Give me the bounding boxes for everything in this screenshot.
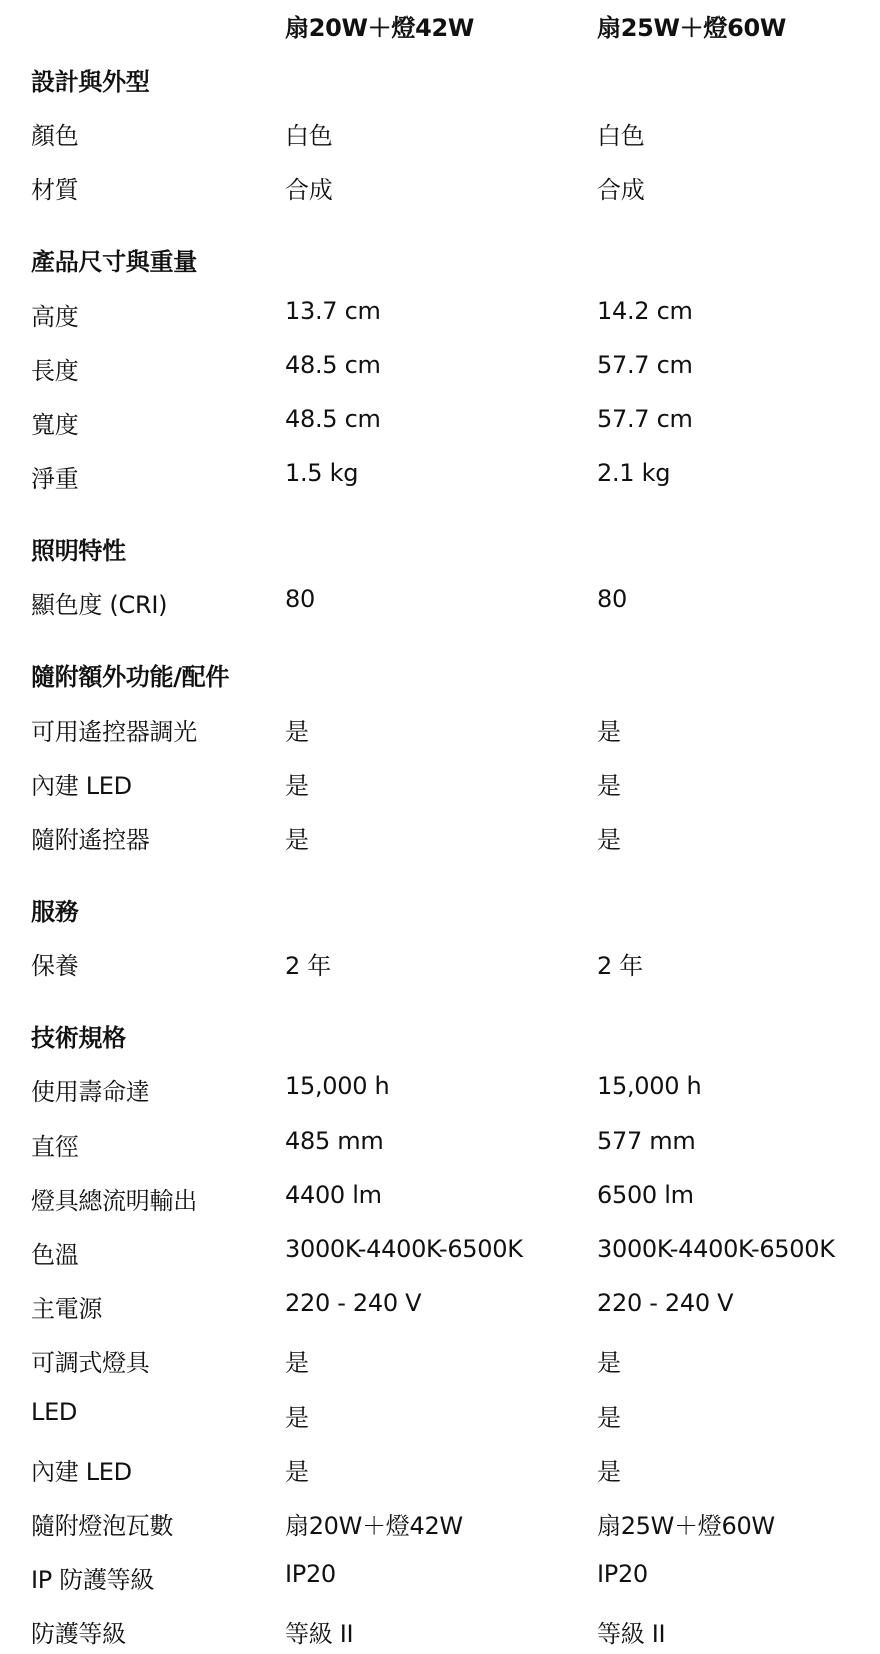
spec-value-model-1: 48.5 cm	[285, 405, 381, 433]
spec-row	[0, 1127, 880, 1167]
spec-row	[0, 946, 880, 986]
spec-value-model-1: 白色	[285, 122, 333, 151]
spec-value-model-1: 3000K-4400K-6500K	[285, 1235, 523, 1263]
spec-value-model-1: 1.5 kg	[285, 459, 359, 488]
spec-value-model-2: 是	[597, 1457, 621, 1486]
spec-value-model-2: 6500 lm	[597, 1180, 694, 1209]
spec-label: 可調式燈具	[31, 1349, 150, 1378]
spec-value-model-1: 48.5 cm	[285, 350, 381, 379]
spec-value-model-1: 是	[285, 771, 309, 800]
spec-value-model-2: 15,000 h	[597, 1072, 702, 1101]
spec-row	[0, 1343, 880, 1383]
spec-label: 保養	[31, 952, 79, 981]
spec-label: 內建 LED	[31, 1457, 132, 1486]
spec-row	[0, 712, 880, 752]
section-title: 技術規格	[31, 1024, 126, 1053]
section-title: 隨附額外功能/配件	[31, 663, 230, 692]
spec-row	[0, 1452, 880, 1492]
spec-label: LED	[31, 1397, 78, 1426]
spec-value-model-2: 扇25W＋燈60W	[597, 1512, 775, 1540]
spec-row	[0, 116, 880, 156]
spec-value-model-2: 等級 II	[597, 1620, 666, 1649]
spec-value-model-2: 220 - 240 V	[597, 1289, 734, 1318]
spec-label: 材質	[31, 176, 79, 205]
spec-value-model-1: 扇20W＋燈42W	[285, 1512, 463, 1540]
spec-label: 色溫	[31, 1241, 79, 1269]
spec-value-model-1: 合成	[285, 176, 333, 205]
spec-row	[0, 1614, 880, 1654]
spec-label: 可用遙控器調光	[31, 717, 197, 746]
spec-row	[0, 766, 880, 806]
spec-value-model-2: 合成	[597, 176, 645, 205]
spec-value-model-1: 4400 lm	[285, 1180, 382, 1209]
spec-value-model-1: 等級 II	[285, 1620, 354, 1649]
spec-value-model-1: IP20	[285, 1560, 336, 1589]
spec-row	[0, 405, 880, 445]
spec-row	[0, 459, 880, 499]
spec-label: 燈具總流明輸出	[31, 1186, 197, 1215]
spec-label: 隨附燈泡瓦數	[31, 1512, 174, 1540]
section-title: 照明特性	[31, 537, 126, 566]
section-title: 服務	[31, 898, 79, 926]
spec-value-model-2: IP20	[597, 1560, 648, 1589]
spec-value-model-2: 是	[597, 771, 621, 800]
spec-row	[0, 1072, 880, 1112]
spec-label: 內建 LED	[31, 771, 132, 800]
spec-value-model-2: 是	[597, 1349, 621, 1378]
spec-row	[0, 1181, 880, 1221]
spec-value-model-1: 13.7 cm	[285, 296, 381, 325]
spec-value-model-2: 2 年	[597, 952, 643, 981]
spec-value-model-1: 是	[285, 717, 309, 746]
section-title: 產品尺寸與重量	[31, 248, 197, 277]
spec-label: 使用壽命達	[31, 1078, 150, 1107]
spec-label: 顏色	[31, 122, 79, 151]
spec-row	[0, 1560, 880, 1600]
spec-value-model-2: 白色	[597, 122, 645, 151]
spec-value-model-2: 3000K-4400K-6500K	[597, 1235, 835, 1263]
spec-row	[0, 297, 880, 337]
spec-value-model-1: 是	[285, 1349, 309, 1378]
spec-value-model-1: 是	[285, 826, 309, 854]
column-header-row	[0, 0, 880, 50]
spec-row	[0, 1289, 880, 1329]
spec-label: 防護等級	[31, 1620, 126, 1649]
column-header-model-1: 扇20W＋燈42W	[285, 14, 475, 42]
spec-value-model-2: 80	[597, 585, 627, 614]
spec-value-model-1: 是	[285, 1457, 309, 1486]
spec-label: IP 防護等級	[31, 1566, 155, 1595]
spec-value-model-1: 80	[285, 585, 315, 614]
spec-value-model-1: 15,000 h	[285, 1072, 390, 1101]
spec-label: 淨重	[31, 465, 79, 494]
section-title: 設計與外型	[31, 68, 150, 96]
spec-label: 寬度	[31, 411, 79, 439]
spec-row	[0, 820, 880, 860]
spec-value-model-2: 57.7 cm	[597, 405, 693, 433]
spec-label: 隨附遙控器	[31, 826, 150, 854]
spec-label: 長度	[31, 356, 79, 385]
spec-value-model-1: 2 年	[285, 952, 331, 981]
column-header-model-2: 扇25W＋燈60W	[597, 14, 787, 42]
spec-value-model-2: 是	[597, 826, 621, 854]
spec-row	[0, 1235, 880, 1275]
spec-value-model-2: 是	[597, 717, 621, 746]
spec-label: 顯色度 (CRI)	[31, 591, 168, 620]
spec-value-model-2: 57.7 cm	[597, 350, 693, 379]
spec-value-model-2: 2.1 kg	[597, 459, 671, 488]
spec-value-model-1: 是	[285, 1403, 309, 1432]
spec-label: 主電源	[31, 1295, 103, 1324]
spec-row	[0, 1506, 880, 1546]
spec-row	[0, 1398, 880, 1438]
spec-row	[0, 351, 880, 391]
spec-label: 直徑	[31, 1132, 79, 1161]
spec-label: 高度	[31, 302, 79, 331]
spec-value-model-1: 485 mm	[285, 1126, 384, 1155]
spec-value-model-2: 14.2 cm	[597, 296, 693, 325]
spec-row	[0, 585, 880, 625]
spec-value-model-1: 220 - 240 V	[285, 1289, 422, 1318]
spec-row	[0, 170, 880, 210]
spec-value-model-2: 577 mm	[597, 1126, 696, 1155]
spec-value-model-2: 是	[597, 1403, 621, 1432]
